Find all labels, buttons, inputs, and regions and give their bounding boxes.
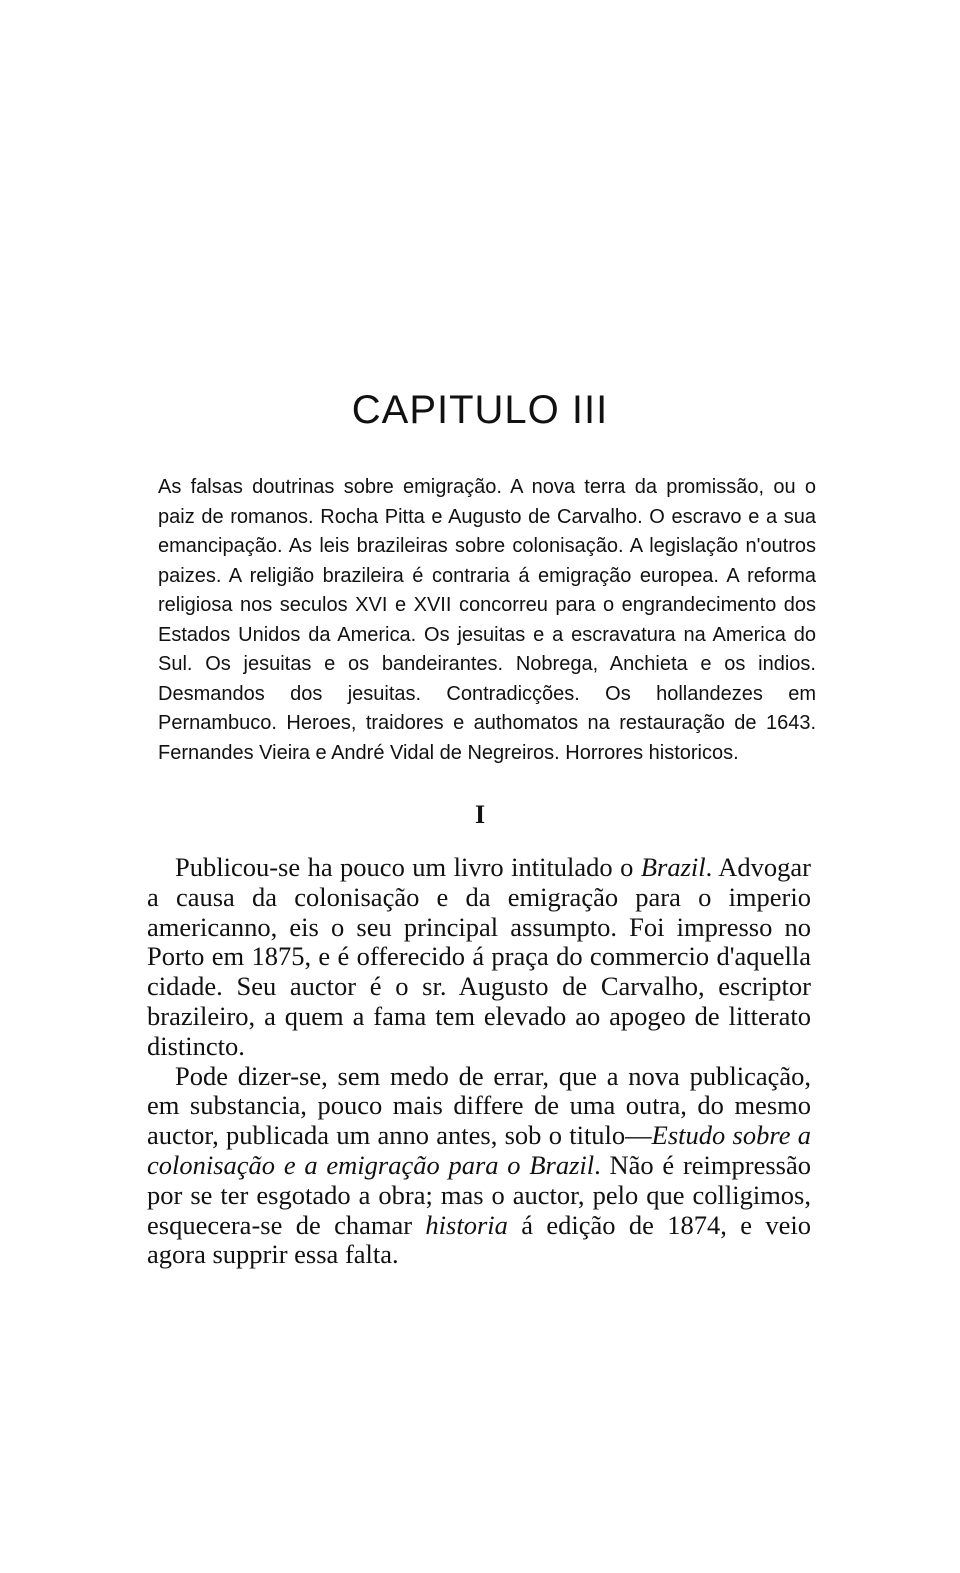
paragraph-2	[147, 1062, 811, 1271]
section-number: I	[474, 800, 486, 829]
book-title-estudo: Estudo sobre a colonisação e a emigração para o Brazil	[147, 1120, 811, 1180]
paragraph-1-part-c: . Advogar a causa da colonisação e da emigração para o imperio americanno, eis o seu principal assumpto. Foi impresso no Porto em 1875, e é offerecido á praça do commercio d'aquella cidade. Seu auctor é o sr. Augusto de Carvalho, escriptor brazileiro, a quem a fama tem elevado ao apogeo de litterato distincto.	[147, 852, 812, 1061]
paragraph-1-part-a: Publicou-se ha pouco um livro intitulado o	[175, 852, 641, 882]
book-title-brazil: Brazil	[640, 852, 706, 882]
paragraph-2-part-e: á edição de 1874, e veio agora supprir essa falta.	[147, 1209, 811, 1270]
paragraph-2-part-c: . Não é reimpressão por se ter esgotado a obra; mas o auctor, pelo que colligimos, esquecera-se de chamar	[147, 1149, 811, 1240]
paragraph-2-part-a: Pode dizer-se, sem medo de errar, que a nova publicação, em substancia, pouco mais differe de uma outra, do mesmo auctor, publicada um anno antes, sob o titulo—	[147, 1060, 811, 1151]
chapter-summary	[158, 473, 816, 768]
body-text	[147, 853, 811, 1270]
chapter-title: CAPITULO III	[351, 388, 609, 432]
word-historia: historia	[425, 1209, 508, 1240]
paragraph-1	[147, 853, 811, 1062]
chapter-summary-text: As falsas doutrinas sobre emigração. A nova terra da promissão, ou o paiz de romanos. Rocha Pitta e Augusto de Carvalho. O escravo e a sua emancipação. As leis brazileiras sobre colonisação. A legislação n'outros paizes. A religião brazileira é contraria á emigração europea. A reforma religiosa nos seculos XVI e XVII concorreu para o engrandecimento dos Estados Unidos da America. Os jesuitas e a escravatura na America do Sul. Os jesuitas e os bandeirantes. Nobrega, Anchieta e os indios. Desmandos dos jesuitas. Contradicções. Os hollandezes em Pernambuco. Heroes, traidores e authomatos na restauração de 1643. Fernandes Vieira e André Vidal de Negreiros. Horrores historicos.	[158, 476, 816, 764]
